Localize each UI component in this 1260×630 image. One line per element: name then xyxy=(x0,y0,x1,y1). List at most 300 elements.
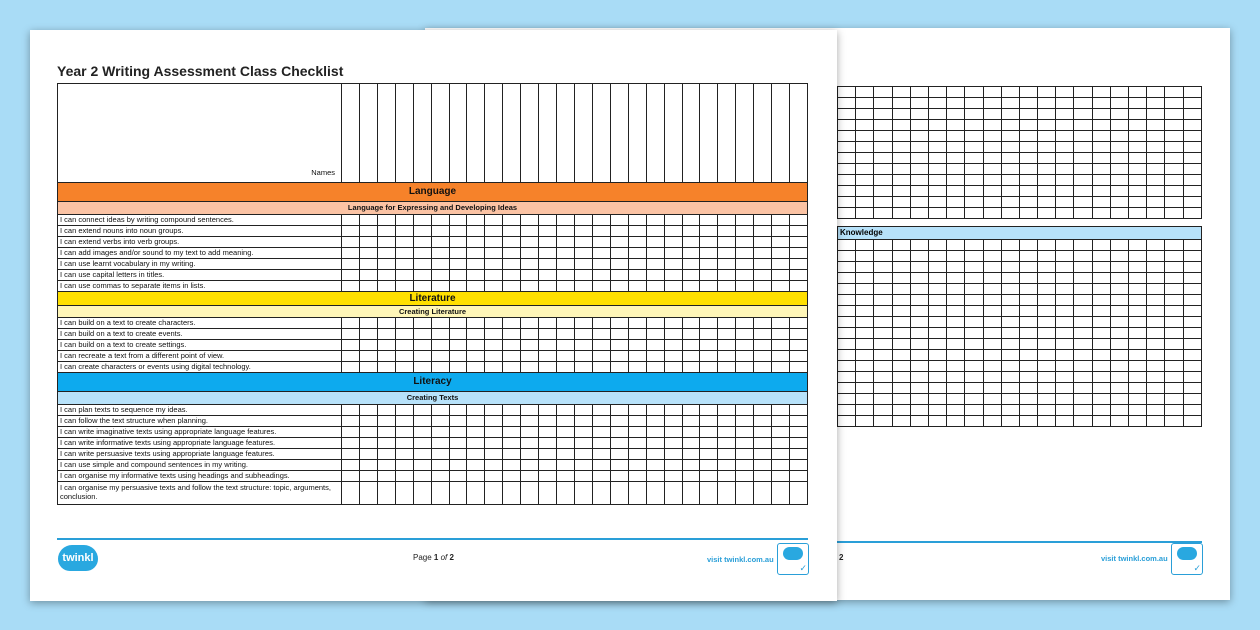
checkbox-cell[interactable] xyxy=(485,460,503,471)
checkbox-cell[interactable] xyxy=(377,471,395,482)
checkbox-cell[interactable] xyxy=(718,471,736,482)
checkbox-cell[interactable] xyxy=(557,329,575,340)
back-grid-cell[interactable] xyxy=(1110,306,1128,317)
back-grid-cell[interactable] xyxy=(856,240,874,251)
checkbox-cell[interactable] xyxy=(395,471,413,482)
checkbox-cell[interactable] xyxy=(467,215,485,226)
checkbox-cell[interactable] xyxy=(449,416,467,427)
checkbox-cell[interactable] xyxy=(700,340,718,351)
back-grid-cell[interactable] xyxy=(1092,153,1110,164)
checkbox-cell[interactable] xyxy=(377,416,395,427)
back-grid-cell[interactable] xyxy=(1147,109,1165,120)
back-grid-cell[interactable] xyxy=(1019,251,1037,262)
back-grid-cell[interactable] xyxy=(1056,383,1074,394)
checkbox-cell[interactable] xyxy=(503,318,521,329)
checkbox-cell[interactable] xyxy=(700,471,718,482)
checkbox-cell[interactable] xyxy=(449,237,467,248)
back-grid-cell[interactable] xyxy=(856,372,874,383)
student-name-cell[interactable] xyxy=(413,84,431,183)
back-grid-cell[interactable] xyxy=(983,328,1001,339)
checkbox-cell[interactable] xyxy=(700,259,718,270)
back-grid-cell[interactable] xyxy=(874,273,892,284)
back-grid-cell[interactable] xyxy=(965,109,983,120)
checkbox-cell[interactable] xyxy=(592,482,610,505)
checkbox-cell[interactable] xyxy=(664,270,682,281)
checkbox-cell[interactable] xyxy=(682,237,700,248)
back-grid-cell[interactable] xyxy=(1019,273,1037,284)
back-grid-cell[interactable] xyxy=(1110,87,1128,98)
student-name-cell[interactable] xyxy=(449,84,467,183)
back-grid-cell[interactable] xyxy=(1038,328,1056,339)
checkbox-cell[interactable] xyxy=(664,482,682,505)
back-grid-cell[interactable] xyxy=(965,405,983,416)
back-grid-cell[interactable] xyxy=(874,350,892,361)
checkbox-cell[interactable] xyxy=(485,270,503,281)
back-grid-cell[interactable] xyxy=(1074,87,1092,98)
back-grid-cell[interactable] xyxy=(910,87,928,98)
checkbox-cell[interactable] xyxy=(342,482,360,505)
checkbox-cell[interactable] xyxy=(359,281,377,292)
checkbox-cell[interactable] xyxy=(646,351,664,362)
checkbox-cell[interactable] xyxy=(413,259,431,270)
checkbox-cell[interactable] xyxy=(467,471,485,482)
back-grid-cell[interactable] xyxy=(1092,328,1110,339)
back-grid-cell[interactable] xyxy=(910,295,928,306)
checkbox-cell[interactable] xyxy=(539,427,557,438)
back-grid-cell[interactable] xyxy=(838,175,856,186)
checkbox-cell[interactable] xyxy=(557,270,575,281)
checkbox-cell[interactable] xyxy=(736,340,754,351)
checkbox-cell[interactable] xyxy=(539,416,557,427)
checkbox-cell[interactable] xyxy=(359,270,377,281)
checkbox-cell[interactable] xyxy=(557,215,575,226)
checkbox-cell[interactable] xyxy=(790,438,808,449)
back-grid-cell[interactable] xyxy=(1165,120,1183,131)
checkbox-cell[interactable] xyxy=(790,427,808,438)
back-grid-cell[interactable] xyxy=(947,142,965,153)
back-grid-cell[interactable] xyxy=(1183,295,1201,306)
back-grid-cell[interactable] xyxy=(856,284,874,295)
back-grid-cell[interactable] xyxy=(1183,109,1201,120)
checkbox-cell[interactable] xyxy=(413,270,431,281)
back-grid-cell[interactable] xyxy=(947,273,965,284)
back-grid-cell[interactable] xyxy=(910,197,928,208)
back-grid-cell[interactable] xyxy=(1129,394,1147,405)
back-grid-cell[interactable] xyxy=(838,328,856,339)
checkbox-cell[interactable] xyxy=(467,362,485,373)
back-grid-cell[interactable] xyxy=(1147,208,1165,219)
checkbox-cell[interactable] xyxy=(754,329,772,340)
checkbox-cell[interactable] xyxy=(413,318,431,329)
checkbox-cell[interactable] xyxy=(790,329,808,340)
back-grid-cell[interactable] xyxy=(965,262,983,273)
checkbox-cell[interactable] xyxy=(664,351,682,362)
back-grid-cell[interactable] xyxy=(1147,273,1165,284)
checkbox-cell[interactable] xyxy=(431,416,449,427)
back-grid-cell[interactable] xyxy=(1019,262,1037,273)
checkbox-cell[interactable] xyxy=(467,281,485,292)
student-name-cell[interactable] xyxy=(754,84,772,183)
back-grid-cell[interactable] xyxy=(1019,186,1037,197)
checkbox-cell[interactable] xyxy=(718,362,736,373)
back-grid-cell[interactable] xyxy=(1001,405,1019,416)
checkbox-cell[interactable] xyxy=(431,270,449,281)
back-grid-cell[interactable] xyxy=(910,208,928,219)
checkbox-cell[interactable] xyxy=(467,438,485,449)
back-grid-cell[interactable] xyxy=(1147,350,1165,361)
checkbox-cell[interactable] xyxy=(413,362,431,373)
back-grid-cell[interactable] xyxy=(1129,372,1147,383)
back-grid-cell[interactable] xyxy=(856,120,874,131)
checkbox-cell[interactable] xyxy=(718,259,736,270)
checkbox-cell[interactable] xyxy=(790,215,808,226)
checkbox-cell[interactable] xyxy=(431,248,449,259)
checkbox-cell[interactable] xyxy=(610,318,628,329)
back-grid-cell[interactable] xyxy=(892,383,910,394)
checkbox-cell[interactable] xyxy=(700,318,718,329)
back-grid-cell[interactable] xyxy=(1001,372,1019,383)
back-grid-cell[interactable] xyxy=(856,142,874,153)
back-grid-cell[interactable] xyxy=(838,186,856,197)
checkbox-cell[interactable] xyxy=(790,340,808,351)
checkbox-cell[interactable] xyxy=(754,449,772,460)
student-name-cell[interactable] xyxy=(772,84,790,183)
back-grid-cell[interactable] xyxy=(874,142,892,153)
back-grid-cell[interactable] xyxy=(1001,175,1019,186)
back-grid-cell[interactable] xyxy=(856,131,874,142)
checkbox-cell[interactable] xyxy=(718,215,736,226)
back-grid-cell[interactable] xyxy=(947,295,965,306)
back-grid-cell[interactable] xyxy=(856,109,874,120)
checkbox-cell[interactable] xyxy=(539,215,557,226)
checkbox-cell[interactable] xyxy=(574,449,592,460)
back-grid-cell[interactable] xyxy=(1110,416,1128,427)
back-grid-cell[interactable] xyxy=(1110,361,1128,372)
back-grid-cell[interactable] xyxy=(965,120,983,131)
back-grid-cell[interactable] xyxy=(928,295,946,306)
checkbox-cell[interactable] xyxy=(503,438,521,449)
back-grid-cell[interactable] xyxy=(1165,350,1183,361)
back-grid-cell[interactable] xyxy=(983,240,1001,251)
checkbox-cell[interactable] xyxy=(754,362,772,373)
back-grid-cell[interactable] xyxy=(910,262,928,273)
back-grid-cell[interactable] xyxy=(965,317,983,328)
checkbox-cell[interactable] xyxy=(574,340,592,351)
checkbox-cell[interactable] xyxy=(772,248,790,259)
checkbox-cell[interactable] xyxy=(521,471,539,482)
back-grid-cell[interactable] xyxy=(1110,273,1128,284)
back-grid-cell[interactable] xyxy=(838,306,856,317)
checkbox-cell[interactable] xyxy=(521,248,539,259)
checkbox-cell[interactable] xyxy=(377,237,395,248)
back-grid-cell[interactable] xyxy=(856,208,874,219)
checkbox-cell[interactable] xyxy=(754,340,772,351)
checkbox-cell[interactable] xyxy=(413,281,431,292)
back-grid-cell[interactable] xyxy=(983,120,1001,131)
back-grid-cell[interactable] xyxy=(910,98,928,109)
checkbox-cell[interactable] xyxy=(592,449,610,460)
back-grid-cell[interactable] xyxy=(1147,416,1165,427)
back-grid-cell[interactable] xyxy=(1183,405,1201,416)
checkbox-cell[interactable] xyxy=(395,416,413,427)
back-grid-cell[interactable] xyxy=(1092,284,1110,295)
back-grid-cell[interactable] xyxy=(1147,262,1165,273)
checkbox-cell[interactable] xyxy=(377,248,395,259)
checkbox-cell[interactable] xyxy=(359,362,377,373)
back-grid-cell[interactable] xyxy=(983,273,1001,284)
checkbox-cell[interactable] xyxy=(736,449,754,460)
back-grid-cell[interactable] xyxy=(1038,284,1056,295)
back-grid-cell[interactable] xyxy=(1110,383,1128,394)
back-grid-cell[interactable] xyxy=(1183,175,1201,186)
checkbox-cell[interactable] xyxy=(377,281,395,292)
back-grid-cell[interactable] xyxy=(983,109,1001,120)
back-grid-cell[interactable] xyxy=(1147,87,1165,98)
back-grid-cell[interactable] xyxy=(1092,175,1110,186)
checkbox-cell[interactable] xyxy=(342,405,360,416)
back-grid-cell[interactable] xyxy=(856,175,874,186)
checkbox-cell[interactable] xyxy=(628,351,646,362)
back-grid-cell[interactable] xyxy=(965,251,983,262)
checkbox-cell[interactable] xyxy=(592,226,610,237)
back-grid-cell[interactable] xyxy=(1183,262,1201,273)
back-grid-cell[interactable] xyxy=(1074,240,1092,251)
checkbox-cell[interactable] xyxy=(395,362,413,373)
back-grid-cell[interactable] xyxy=(910,175,928,186)
back-grid-cell[interactable] xyxy=(838,394,856,405)
checkbox-cell[interactable] xyxy=(700,351,718,362)
back-grid-cell[interactable] xyxy=(1001,240,1019,251)
back-grid-cell[interactable] xyxy=(1019,142,1037,153)
checkbox-cell[interactable] xyxy=(467,270,485,281)
checkbox-cell[interactable] xyxy=(467,460,485,471)
checkbox-cell[interactable] xyxy=(449,449,467,460)
checkbox-cell[interactable] xyxy=(772,471,790,482)
checkbox-cell[interactable] xyxy=(790,351,808,362)
back-grid-cell[interactable] xyxy=(928,208,946,219)
back-grid-cell[interactable] xyxy=(1056,405,1074,416)
checkbox-cell[interactable] xyxy=(377,340,395,351)
back-grid-cell[interactable] xyxy=(856,339,874,350)
back-grid-cell[interactable] xyxy=(1092,87,1110,98)
back-grid-cell[interactable] xyxy=(947,120,965,131)
checkbox-cell[interactable] xyxy=(790,270,808,281)
back-grid-cell[interactable] xyxy=(892,87,910,98)
checkbox-cell[interactable] xyxy=(521,449,539,460)
checkbox-cell[interactable] xyxy=(754,237,772,248)
checkbox-cell[interactable] xyxy=(664,362,682,373)
back-grid-cell[interactable] xyxy=(892,328,910,339)
checkbox-cell[interactable] xyxy=(395,329,413,340)
back-grid-cell[interactable] xyxy=(910,383,928,394)
back-grid-cell[interactable] xyxy=(1074,273,1092,284)
checkbox-cell[interactable] xyxy=(377,449,395,460)
back-grid-cell[interactable] xyxy=(1165,186,1183,197)
checkbox-cell[interactable] xyxy=(682,362,700,373)
back-grid-cell[interactable] xyxy=(1092,273,1110,284)
back-grid-cell[interactable] xyxy=(910,164,928,175)
checkbox-cell[interactable] xyxy=(557,340,575,351)
checkbox-cell[interactable] xyxy=(772,340,790,351)
checkbox-cell[interactable] xyxy=(557,405,575,416)
checkbox-cell[interactable] xyxy=(700,438,718,449)
checkbox-cell[interactable] xyxy=(413,405,431,416)
checkbox-cell[interactable] xyxy=(736,270,754,281)
checkbox-cell[interactable] xyxy=(772,226,790,237)
back-grid-cell[interactable] xyxy=(983,339,1001,350)
checkbox-cell[interactable] xyxy=(377,438,395,449)
back-grid-cell[interactable] xyxy=(947,339,965,350)
checkbox-cell[interactable] xyxy=(485,405,503,416)
checkbox-cell[interactable] xyxy=(539,259,557,270)
checkbox-cell[interactable] xyxy=(521,362,539,373)
checkbox-cell[interactable] xyxy=(682,318,700,329)
checkbox-cell[interactable] xyxy=(342,471,360,482)
checkbox-cell[interactable] xyxy=(646,259,664,270)
checkbox-cell[interactable] xyxy=(431,449,449,460)
back-grid-cell[interactable] xyxy=(1165,175,1183,186)
checkbox-cell[interactable] xyxy=(628,362,646,373)
back-grid-cell[interactable] xyxy=(1147,186,1165,197)
checkbox-cell[interactable] xyxy=(736,215,754,226)
checkbox-cell[interactable] xyxy=(485,449,503,460)
checkbox-cell[interactable] xyxy=(557,318,575,329)
checkbox-cell[interactable] xyxy=(790,237,808,248)
back-grid-cell[interactable] xyxy=(928,197,946,208)
checkbox-cell[interactable] xyxy=(646,405,664,416)
back-grid-cell[interactable] xyxy=(965,416,983,427)
checkbox-cell[interactable] xyxy=(736,226,754,237)
student-name-cell[interactable] xyxy=(467,84,485,183)
back-grid-cell[interactable] xyxy=(838,372,856,383)
checkbox-cell[interactable] xyxy=(682,270,700,281)
back-grid-cell[interactable] xyxy=(1110,208,1128,219)
back-grid-cell[interactable] xyxy=(1165,262,1183,273)
checkbox-cell[interactable] xyxy=(539,318,557,329)
back-grid-cell[interactable] xyxy=(1147,383,1165,394)
back-grid-cell[interactable] xyxy=(838,164,856,175)
back-grid-cell[interactable] xyxy=(1038,131,1056,142)
checkbox-cell[interactable] xyxy=(646,449,664,460)
back-grid-cell[interactable] xyxy=(1147,394,1165,405)
student-name-cell[interactable] xyxy=(377,84,395,183)
checkbox-cell[interactable] xyxy=(628,237,646,248)
back-grid-cell[interactable] xyxy=(1129,186,1147,197)
back-grid-cell[interactable] xyxy=(1092,416,1110,427)
back-grid-cell[interactable] xyxy=(838,405,856,416)
checkbox-cell[interactable] xyxy=(754,351,772,362)
back-grid-cell[interactable] xyxy=(1092,372,1110,383)
back-grid-cell[interactable] xyxy=(1019,350,1037,361)
checkbox-cell[interactable] xyxy=(646,270,664,281)
checkbox-cell[interactable] xyxy=(646,237,664,248)
checkbox-cell[interactable] xyxy=(682,405,700,416)
back-grid-cell[interactable] xyxy=(1056,273,1074,284)
back-grid-cell[interactable] xyxy=(1147,153,1165,164)
checkbox-cell[interactable] xyxy=(592,281,610,292)
checkbox-cell[interactable] xyxy=(646,329,664,340)
checkbox-cell[interactable] xyxy=(718,438,736,449)
checkbox-cell[interactable] xyxy=(700,281,718,292)
back-grid-cell[interactable] xyxy=(1183,131,1201,142)
back-grid-cell[interactable] xyxy=(1056,372,1074,383)
back-grid-cell[interactable] xyxy=(874,405,892,416)
back-grid-cell[interactable] xyxy=(928,262,946,273)
checkbox-cell[interactable] xyxy=(539,340,557,351)
back-grid-cell[interactable] xyxy=(965,306,983,317)
back-grid-cell[interactable] xyxy=(965,284,983,295)
back-grid-cell[interactable] xyxy=(1074,186,1092,197)
back-grid-cell[interactable] xyxy=(1074,98,1092,109)
back-grid-cell[interactable] xyxy=(983,262,1001,273)
back-grid-cell[interactable] xyxy=(1074,175,1092,186)
checkbox-cell[interactable] xyxy=(592,362,610,373)
back-grid-cell[interactable] xyxy=(1038,339,1056,350)
back-grid-cell[interactable] xyxy=(1183,328,1201,339)
checkbox-cell[interactable] xyxy=(395,248,413,259)
back-grid-cell[interactable] xyxy=(1092,383,1110,394)
back-grid-cell[interactable] xyxy=(947,251,965,262)
checkbox-cell[interactable] xyxy=(754,471,772,482)
back-grid-cell[interactable] xyxy=(1056,350,1074,361)
checkbox-cell[interactable] xyxy=(413,226,431,237)
checkbox-cell[interactable] xyxy=(736,351,754,362)
back-grid-cell[interactable] xyxy=(856,328,874,339)
back-grid-cell[interactable] xyxy=(910,131,928,142)
back-grid-cell[interactable] xyxy=(1074,328,1092,339)
back-grid-cell[interactable] xyxy=(1019,98,1037,109)
back-grid-cell[interactable] xyxy=(983,197,1001,208)
back-grid-cell[interactable] xyxy=(892,197,910,208)
back-grid-cell[interactable] xyxy=(1147,131,1165,142)
back-grid-cell[interactable] xyxy=(874,208,892,219)
checkbox-cell[interactable] xyxy=(485,482,503,505)
back-grid-cell[interactable] xyxy=(947,372,965,383)
checkbox-cell[interactable] xyxy=(700,270,718,281)
back-grid-cell[interactable] xyxy=(1038,87,1056,98)
checkbox-cell[interactable] xyxy=(377,259,395,270)
back-grid-cell[interactable] xyxy=(1129,339,1147,350)
checkbox-cell[interactable] xyxy=(610,226,628,237)
checkbox-cell[interactable] xyxy=(485,351,503,362)
checkbox-cell[interactable] xyxy=(413,482,431,505)
checkbox-cell[interactable] xyxy=(557,237,575,248)
back-grid-cell[interactable] xyxy=(1074,339,1092,350)
back-grid-cell[interactable] xyxy=(1110,98,1128,109)
back-grid-cell[interactable] xyxy=(965,164,983,175)
back-grid-cell[interactable] xyxy=(1092,295,1110,306)
back-grid-cell[interactable] xyxy=(965,328,983,339)
checkbox-cell[interactable] xyxy=(431,351,449,362)
back-grid-cell[interactable] xyxy=(947,131,965,142)
checkbox-cell[interactable] xyxy=(449,340,467,351)
back-grid-cell[interactable] xyxy=(1129,164,1147,175)
checkbox-cell[interactable] xyxy=(413,471,431,482)
back-grid-cell[interactable] xyxy=(947,164,965,175)
checkbox-cell[interactable] xyxy=(628,215,646,226)
back-grid-cell[interactable] xyxy=(838,109,856,120)
checkbox-cell[interactable] xyxy=(610,259,628,270)
checkbox-cell[interactable] xyxy=(557,449,575,460)
checkbox-cell[interactable] xyxy=(682,226,700,237)
back-grid-cell[interactable] xyxy=(928,164,946,175)
back-grid-cell[interactable] xyxy=(1038,394,1056,405)
checkbox-cell[interactable] xyxy=(646,215,664,226)
back-grid-cell[interactable] xyxy=(928,109,946,120)
back-grid-cell[interactable] xyxy=(1129,98,1147,109)
back-grid-cell[interactable] xyxy=(928,383,946,394)
checkbox-cell[interactable] xyxy=(359,438,377,449)
